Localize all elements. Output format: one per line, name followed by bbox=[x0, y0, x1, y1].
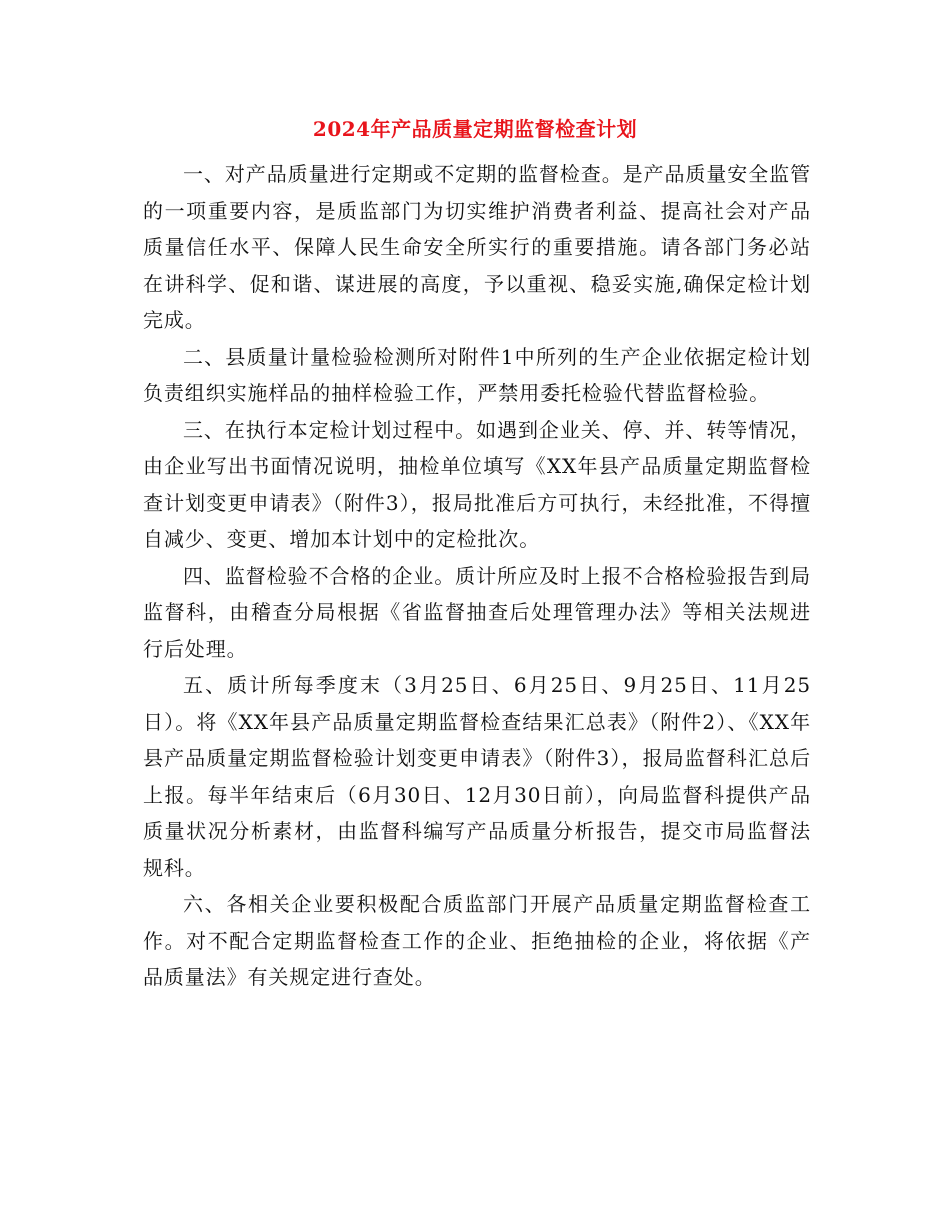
paragraph-3: 三、在执行本定检计划过程中。如遇到企业关、停、并、转等情况，由企业写出书面情况说明，抽检单位填写《XX年县产品质量定期监督检查计划变更申请表》（附件3），报局批准后方可执行，未经批准，不得擅自减少、变更、增加本计划中的定检批次。 bbox=[143, 417, 811, 551]
paragraph-2: 二、县质量计量检验检测所对附件1中所列的生产企业依据定检计划负责组织实施样品的抽样检验工作，严禁用委托检验代替监督检验。 bbox=[143, 344, 811, 405]
paragraph-4: 四、监督检验不合格的企业。质计所应及时上报不合格检验报告到局监督科，由稽查分局根据《省监督抽查后处理管理办法》等相关法规进行后处理。 bbox=[143, 563, 811, 661]
document-title: 2024年产品质量定期监督检查计划 bbox=[312, 117, 638, 141]
document-body bbox=[143, 156, 811, 996]
paragraph-6: 六、各相关企业要积极配合质监部门开展产品质量定期监督检查工作。对不配合定期监督检查工作的企业、拒绝抽检的企业，将依据《产品质量法》有关规定进行查处。 bbox=[143, 892, 811, 989]
paragraph-5: 五、质计所每季度末（3月25日、6月25日、9月25日、11月25日）。将《XX年县产品质量定期监督检查结果汇总表》（附件2）、《XX年县产品质量定期监督检验计划变更申请表》（附件3），报局监督科汇总后上报。每半年结束后（6月30日、12月30日前），向局监督科提供产品质量状况分析素材，由监督科编写产品质量分析报告，提交市局监督法规科。 bbox=[143, 673, 811, 880]
paragraph-1: 一、对产品质量进行定期或不定期的监督检查。是产品质量安全监管的一项重要内容，是质监部门为切实维护消费者利益、提高社会对产品质量信任水平、保障人民生命安全所实行的重要措施。请各部门务必站在讲科学、促和谐、谋进展的高度，予以重视、稳妥实施,确保定检计划完成。 bbox=[143, 162, 811, 332]
